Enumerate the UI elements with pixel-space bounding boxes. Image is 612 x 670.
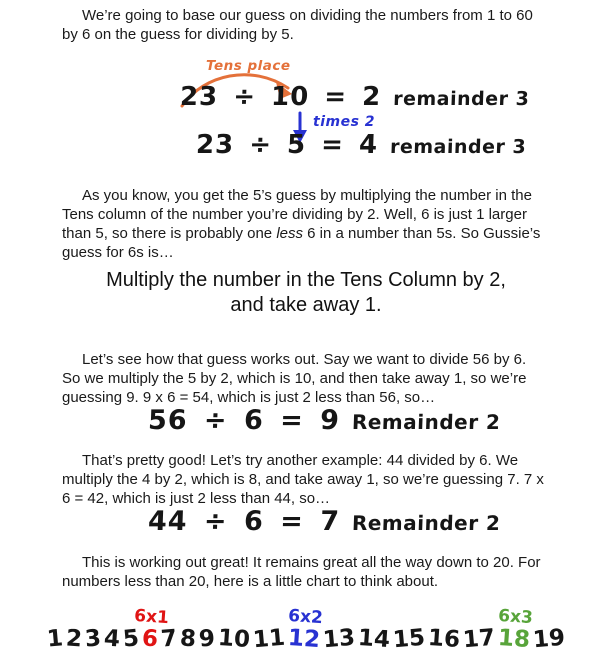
- chart-number-17: 17: [462, 624, 497, 654]
- chart-number-11: 11: [252, 624, 287, 654]
- conclusion-paragraph: [62, 553, 548, 591]
- equation-remainder: remainder 3: [389, 136, 527, 158]
- chart-number-15: 15: [392, 624, 427, 654]
- chart-label-6x1: 6x1: [133, 605, 170, 629]
- equation-expression: 23 ÷ 10 = 2: [179, 82, 382, 112]
- example1-text: Let’s see how that guess works out. Say we want to divide 56 by 6. So we multiply the 5 by 2, which is 10, and then take away 1, so we’re guessing 9. 9 x 6 = 54, which is just 2 less than 56, so…: [62, 351, 527, 406]
- rule-statement: [0, 268, 612, 318]
- conclusion-text: This is working out great! It remains great all the way down to 20. For numbers less than 20, here is a little chart to think about.: [62, 554, 541, 590]
- equation-23-div-10: [179, 82, 529, 112]
- equation-expression: 44 ÷ 6 = 7: [147, 506, 341, 537]
- chart-number-16: 16: [427, 624, 462, 654]
- explanation-paragraph: [62, 186, 548, 262]
- example2-paragraph: [62, 451, 548, 508]
- example2-text: That’s pretty good! Let’s try another example: 44 divided by 6. We multiply the 4 by 2, which is 8, and take away 1, so we’re guessing 7. 7 x 6 = 42, which is just 2 less than 44, so…: [62, 452, 544, 507]
- equation-remainder: remainder 3: [392, 88, 530, 110]
- chart-number-6: 6 6x1: [141, 624, 159, 653]
- intro-text: We’re going to base our guess on dividing the numbers from 1 to 60 by 6 on the guess for dividing by 5.: [62, 7, 533, 43]
- division-comparison-figure: [0, 58, 612, 180]
- equation-56-div-6: [147, 405, 501, 436]
- equation-23-div-5: [195, 130, 526, 160]
- number-row: [47, 601, 587, 653]
- equation-expression: 23 ÷ 5 = 4: [195, 130, 379, 160]
- equation-44-div-6: [147, 506, 501, 537]
- chart-number-8: 8: [179, 625, 198, 653]
- chart-number-5: 5: [121, 625, 141, 653]
- intro-paragraph: [62, 6, 548, 44]
- explanation-text-before: As you know, you get the 5’s guess by multiplying the number in the Tens column of the number you’re dividing by 2. Well, 6 is just 1 larger than 5, so there is probably one: [62, 187, 532, 242]
- chart-number-18: 18 6x3: [497, 624, 531, 654]
- chart-number-4: 4: [103, 625, 121, 653]
- chart-number-7: 7: [159, 625, 179, 653]
- explanation-text-after: 6 in a number than 5s. So Gussie’s guess for 6s is…: [62, 225, 541, 261]
- chart-number-13: 13: [322, 624, 357, 654]
- example1-paragraph: [62, 350, 548, 407]
- chart-number-14: 14: [357, 624, 392, 654]
- explanation-text-italic: less: [276, 225, 303, 242]
- chart-number-1: 1: [45, 625, 65, 653]
- chart-number-9: 9: [198, 625, 217, 653]
- chart-label-6x2: 6x2: [287, 605, 324, 629]
- chart-number-2: 2: [65, 625, 83, 653]
- chart-number-19: 19: [532, 624, 567, 654]
- equation-remainder: Remainder 2: [351, 410, 501, 434]
- rule-line-2: and take away 1.: [230, 294, 382, 316]
- equation-remainder: Remainder 2: [351, 511, 501, 535]
- number-line-chart: [47, 601, 587, 653]
- equation-expression: 56 ÷ 6 = 9: [147, 405, 341, 436]
- times-2-label: times 2: [313, 114, 376, 130]
- chart-label-6x3: 6x3: [497, 605, 534, 629]
- chart-number-10: 10: [217, 624, 252, 654]
- chart-number-3: 3: [83, 625, 103, 653]
- rule-line-1: Multiply the number in the Tens Column by 2,: [106, 269, 506, 291]
- tens-place-label: Tens place: [206, 58, 291, 74]
- chart-number-12: 12 6x2: [287, 624, 321, 654]
